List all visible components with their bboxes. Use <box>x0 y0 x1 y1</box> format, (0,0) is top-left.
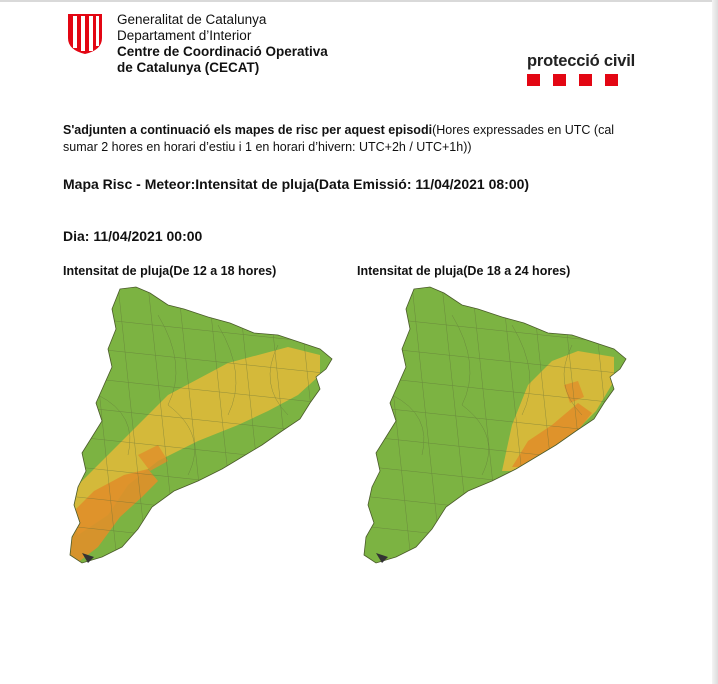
day-line: Dia: 11/04/2021 00:00 <box>63 228 203 244</box>
intro-bold: S'adjunten a continuació els mapes de risc per aquest episodi <box>63 123 433 137</box>
map-title: Mapa Risc - Meteor:Intensitat de pluja(Data Emissió: 11/04/2021 08:00) <box>63 176 530 192</box>
center-line-1: Centre de Coordinació Operativa <box>117 44 328 59</box>
intro-paragraph <box>63 122 643 156</box>
header-organization <box>117 12 328 76</box>
map-caption-12-18: Intensitat de pluja(De 12 a 18 hores) <box>63 264 277 278</box>
top-border <box>0 0 718 2</box>
page-edge-shadow <box>712 0 718 684</box>
proteccio-civil-logo <box>527 52 647 92</box>
org-line-1: Generalitat de Catalunya <box>117 12 267 27</box>
intro-normal: (Hores expressades en UTC (cal sumar 2 hores en horari d’estiu i 1 en horari d’hivern: UTC+2h / UTC+1h)) <box>63 123 615 154</box>
risk-map-18-24 <box>352 285 637 570</box>
center-line-2: de Catalunya (CECAT) <box>117 60 260 75</box>
generalitat-logo <box>66 12 104 56</box>
risk-map-12-18 <box>58 285 343 570</box>
proteccio-civil-squares <box>527 74 647 86</box>
proteccio-civil-text: protecció civil <box>527 52 635 70</box>
org-line-2: Departament d’Interior <box>117 28 252 43</box>
map-caption-18-24: Intensitat de pluja(De 18 a 24 hores) <box>357 264 571 278</box>
